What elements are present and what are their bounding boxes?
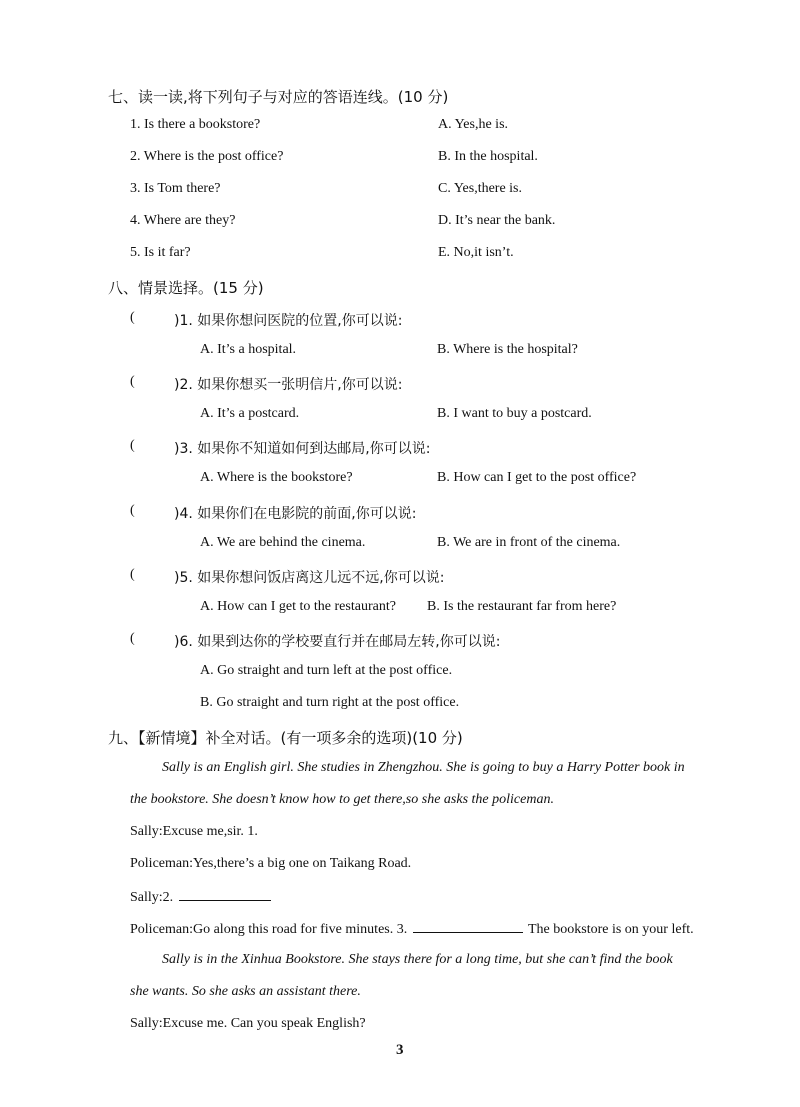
s9-dialog-3-row xyxy=(130,888,273,906)
s8-option-2a: A. It’s a postcard. xyxy=(200,406,300,421)
s9-dialog-4a: Policeman:Go along this road for five minutes. 3. xyxy=(130,922,408,937)
s8-option-3a: A. Where is the bookstore? xyxy=(200,470,353,485)
s9-dialog-2: Policeman:Yes,there’s a big one on Taikang Road. xyxy=(130,856,412,871)
answer-paren-6[interactable]: ( xyxy=(130,631,135,646)
s7-question-1: 1. Is there a bookstore? xyxy=(130,117,261,132)
s8-stem-1: )1. 如果你想问医院的位置,你可以说: xyxy=(174,313,403,329)
s7-answer-d: D. It’s near the bank. xyxy=(438,213,556,228)
s8-option-1b: B. Where is the hospital? xyxy=(437,342,578,357)
blank-2[interactable] xyxy=(179,888,271,901)
s8-option-4b: B. We are in front of the cinema. xyxy=(437,535,621,550)
s8-option-5a: A. How can I get to the restaurant? xyxy=(200,599,396,614)
s7-answer-e: E. No,it isn’t. xyxy=(438,245,514,260)
s8-option-2b: B. I want to buy a postcard. xyxy=(437,406,592,421)
s8-stem-6: )6. 如果到达你的学校要直行并在邮局左转,你可以说: xyxy=(174,634,501,650)
s7-answer-c: C. Yes,there is. xyxy=(438,181,523,196)
s7-question-4: 4. Where are they? xyxy=(130,213,236,228)
answer-paren-2[interactable]: ( xyxy=(130,374,135,389)
s7-answer-b: B. In the hospital. xyxy=(438,149,538,164)
s9-dialog-5: Sally:Excuse me. Can you speak English? xyxy=(130,1016,366,1031)
s8-option-5b: B. Is the restaurant far from here? xyxy=(427,599,617,614)
s7-answer-a: A. Yes,he is. xyxy=(438,117,509,132)
section-7-title: 七、读一读,将下列句子与对应的答语连线。(10 分) xyxy=(108,88,449,106)
s9-dialog-3: Sally:2. xyxy=(130,890,174,905)
s9-intro-1-line-1: Sally is an English girl. She studies in Zhengzhou. She is going to buy a Harry Potter book in xyxy=(162,760,685,775)
s7-question-3: 3. Is Tom there? xyxy=(130,181,221,196)
s8-option-6b: B. Go straight and turn right at the post office. xyxy=(200,695,460,710)
answer-paren-5[interactable]: ( xyxy=(130,567,135,582)
answer-paren-3[interactable]: ( xyxy=(130,438,135,453)
s8-stem-2: )2. 如果你想买一张明信片,你可以说: xyxy=(174,377,403,393)
s8-option-6a: A. Go straight and turn left at the post office. xyxy=(200,663,453,678)
page-number: 3 xyxy=(396,1042,404,1058)
answer-paren-1[interactable]: ( xyxy=(130,310,135,325)
s7-question-2: 2. Where is the post office? xyxy=(130,149,284,164)
s8-stem-5: )5. 如果你想问饭店离这儿远不远,你可以说: xyxy=(174,570,445,586)
answer-paren-4[interactable]: ( xyxy=(130,503,135,518)
s8-option-1a: A. It’s a hospital. xyxy=(200,342,297,357)
s9-intro-1-line-2: the bookstore. She doesn’t know how to get there,so she asks the policeman. xyxy=(130,792,554,807)
s8-option-3b: B. How can I get to the post office? xyxy=(437,470,637,485)
s8-stem-4: )4. 如果你们在电影院的前面,你可以说: xyxy=(174,506,417,522)
s9-intro-2-line-2: she wants. So she asks an assistant there. xyxy=(130,984,361,999)
section-9-title: 九、【新情境】补全对话。(有一项多余的选项)(10 分) xyxy=(108,729,463,747)
s7-question-5: 5. Is it far? xyxy=(130,245,191,260)
blank-3[interactable] xyxy=(413,920,523,933)
section-8-title: 八、情景选择。(15 分) xyxy=(108,279,264,297)
s9-dialog-1: Sally:Excuse me,sir. 1. xyxy=(130,824,258,839)
s9-dialog-4-row xyxy=(130,920,694,938)
s8-stem-3: )3. 如果你不知道如何到达邮局,你可以说: xyxy=(174,441,431,457)
s9-intro-2-line-1: Sally is in the Xinhua Bookstore. She stays there for a long time, but she can’t find the book xyxy=(162,952,673,967)
s8-option-4a: A. We are behind the cinema. xyxy=(200,535,366,550)
s9-dialog-4b: The bookstore is on your left. xyxy=(527,922,694,937)
